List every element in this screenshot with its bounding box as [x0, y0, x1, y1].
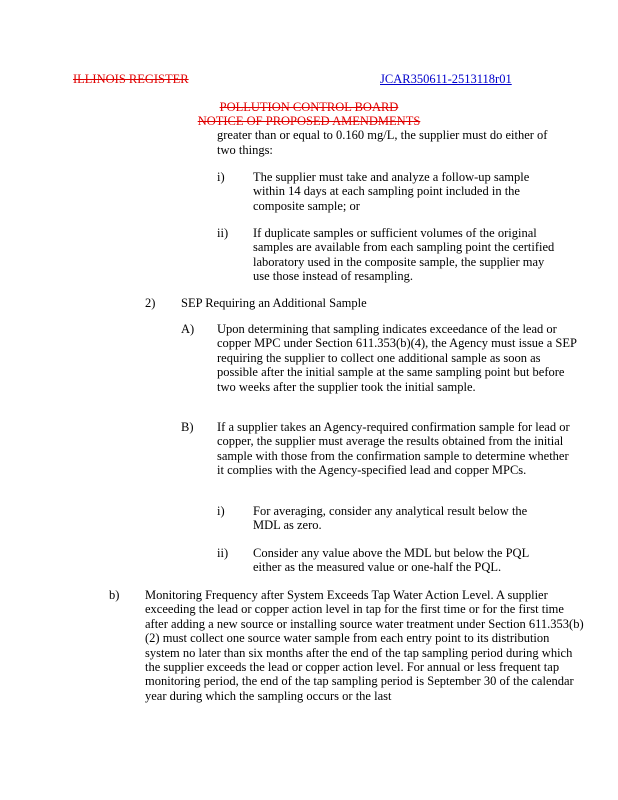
item-i-text: The supplier must take and analyze a follow-up sample within 14 days at each sampling point included in the composite sample; or — [253, 170, 530, 213]
register-title: ILLINOIS REGISTER — [73, 72, 189, 86]
paragraph-B-text: If a supplier takes an Agency-required confirmation sample for lead or copper, the supplier must average the results obtained from the initial sample with those from the confirmation sample to determine whether it complies with the Agency-specified lead and copper MPCs. — [217, 420, 570, 478]
paragraph-B-i-label: i) — [217, 504, 225, 518]
jcar-reference: JCAR350611-2513118r01 — [380, 72, 512, 86]
paragraph-A-label: A) — [181, 322, 195, 336]
paragraph-A-text: Upon determining that sampling indicates exceedance of the lead or copper MPC under Section 611.353(b)(4), the Agency must issue a SEP requiring the supplier to collect one additional sample as soon as possible after the initial sample at the same sampling point but before two weeks after the supplier took the initial sample. — [217, 322, 577, 394]
paragraph-B-ii-label: ii) — [217, 546, 229, 560]
item-ii-label: ii) — [217, 226, 229, 240]
subsection-b-label: b) — [109, 588, 120, 602]
paragraph-B-ii-text: Consider any value above the MDL but below the PQL either as the measured value or one-half the PQL. — [253, 546, 529, 575]
item-ii-text: If duplicate samples or sufficient volumes of the original samples are available from each sampling point the certified laboratory used in the composite sample, the supplier may use those instead of resampling. — [253, 226, 555, 284]
intro-line-1: greater than or equal to 0.160 mg/L, the supplier must do either of — [217, 128, 548, 142]
section-2-title: SEP Requiring an Additional Sample — [181, 296, 367, 310]
paragraph-B-label: B) — [181, 420, 194, 434]
intro-line-2: two things: — [217, 143, 273, 157]
item-i-label: i) — [217, 170, 225, 184]
notice-title: NOTICE OF PROPOSED AMENDMENTS — [197, 114, 421, 128]
paragraph-B-i-text: For averaging, consider any analytical result below the MDL as zero. — [253, 504, 528, 533]
subsection-b-text: Monitoring Frequency after System Exceeds Tap Water Action Level. A supplier exceeding the lead or copper action level in tap for the first time or for the first time after adding a new source or installing source water treatment under Section 611.353(b)(2) must collect one source water sample from each entry point to its distribution system no later than six months after the end of the tap sampling period during which the supplier exceeds the lead or copper action level. For annual or less frequent tap monitoring period, the end of the tap sampling period is September 30 of the calendar year during which the sampling occurs or the last — [145, 588, 584, 703]
section-2-label: 2) — [145, 296, 156, 310]
board-title: POLLUTION CONTROL BOARD — [219, 100, 399, 114]
